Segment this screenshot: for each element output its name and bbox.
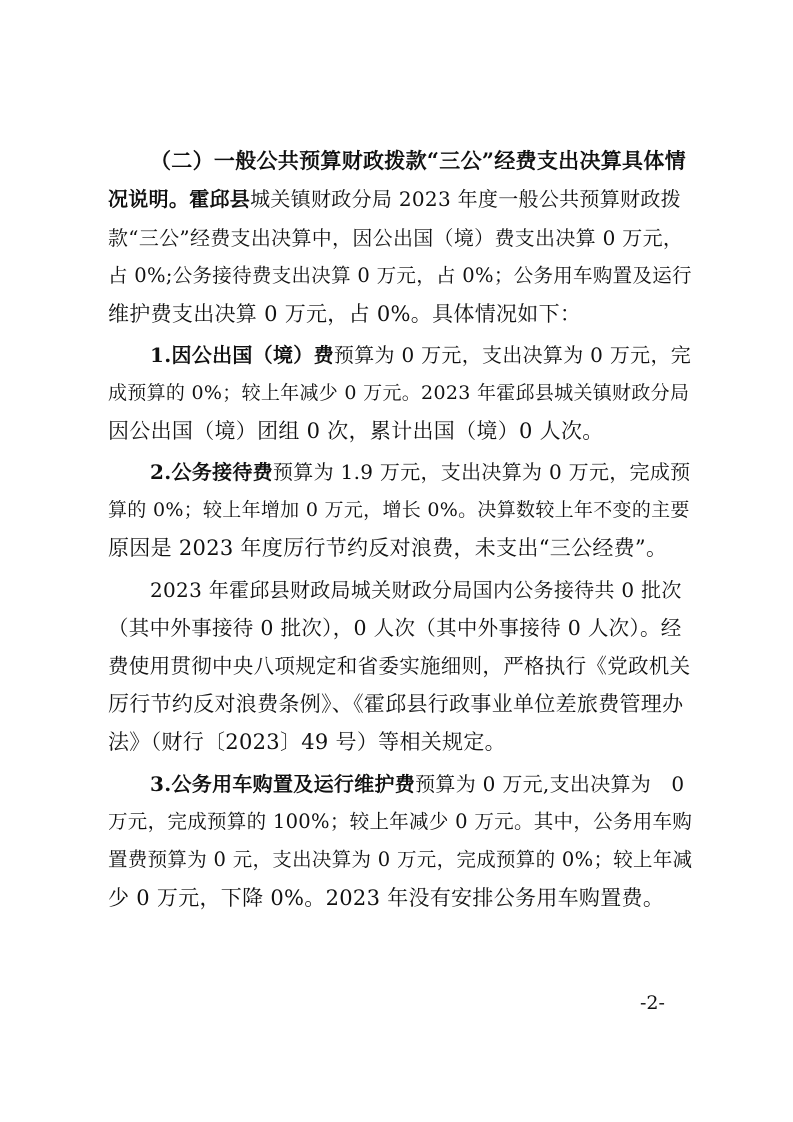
paragraph-line: 因公出国（境）团组 0 次，累计出国（境）0 人次。 [108,419,604,443]
paragraph-line: 法》（财行〔2023〕49 号）等相关规定。 [108,730,506,754]
paragraph-line: 厉行节约反对浪费条例》、《霍邱县行政事业单位差旅费管理办 [108,692,684,716]
section-heading-line-2 [108,181,694,217]
paragraph-text: 预算为 1.9 万元，支出决算为 0 万元，完成预 [272,460,691,484]
section-heading-end: 况说明。 [108,187,190,211]
paragraph-line: （其中外事接待 0 批次），0 人次（其中外事接待 0 人次）。经 [108,616,682,640]
item2-line-1 [150,454,694,490]
item1-line-1 [150,337,694,373]
county-name: 霍邱县 [189,187,251,211]
paragraph-line: 算的 0%；较上年增加 0 万元，增长 0%。决算数较上年不变的主要 [108,499,690,521]
paragraph-line: 原因是 2023 年度厉行节约反对浪费，未支出“三公经费”。 [108,536,668,560]
item2-label: 2.公务接待费 [150,460,273,484]
paragraph-line: 占 0%;公务接待费支出决算 0 万元，占 0%；公务用车购置及运行 [108,264,692,287]
paragraph-line: 少 0 万元，下降 0%。2023 年没有安排公务用车购置费。 [108,886,665,910]
paragraph-line: 置费预算为 0 元，支出决算为 0 万元，完成预算的 0%；较上年减 [108,848,693,871]
paragraph-line: 万元，完成预算的 100%；较上年减少 0 万元。其中，公务用车购 [108,810,693,833]
page-number: -2- [640,992,665,1014]
paragraph-line: 2023 年霍邱县财政局城关财政分局国内公务接待共 0 批次 [150,578,682,602]
paragraph-text: 预算为 0 万元,支出决算为 0 [415,772,685,796]
paragraph-line: 费使用贯彻中央八项规定和省委实施细则，严格执行《党政机关 [108,654,691,678]
paragraph-text: 预算为 0 万元，支出决算为 0 万元，完 [333,343,692,367]
item1-label: 1.因公出国（境）费 [150,343,334,367]
item3-line-1 [150,766,694,802]
item3-label: 3.公务用车购置及运行维护费 [150,772,416,796]
section-heading: （二）一般公共预算财政拨款“三公”经费支出决算具体情 [150,148,686,173]
section-heading-line-1 [150,143,694,179]
paragraph-text: 城关镇财政分局 2023 年度一般公共预算财政拨 [250,187,681,211]
paragraph-line: 款“三公”经费支出决算中，因公出国（境）费支出决算 0 万元， [108,226,684,250]
paragraph-line: 成预算的 0%；较上年减少 0 万元。2023 年霍邱县城关镇财政分局 [108,382,690,404]
paragraph-line: 维护费支出决算 0 万元，占 0%。具体情况如下： [108,302,582,326]
